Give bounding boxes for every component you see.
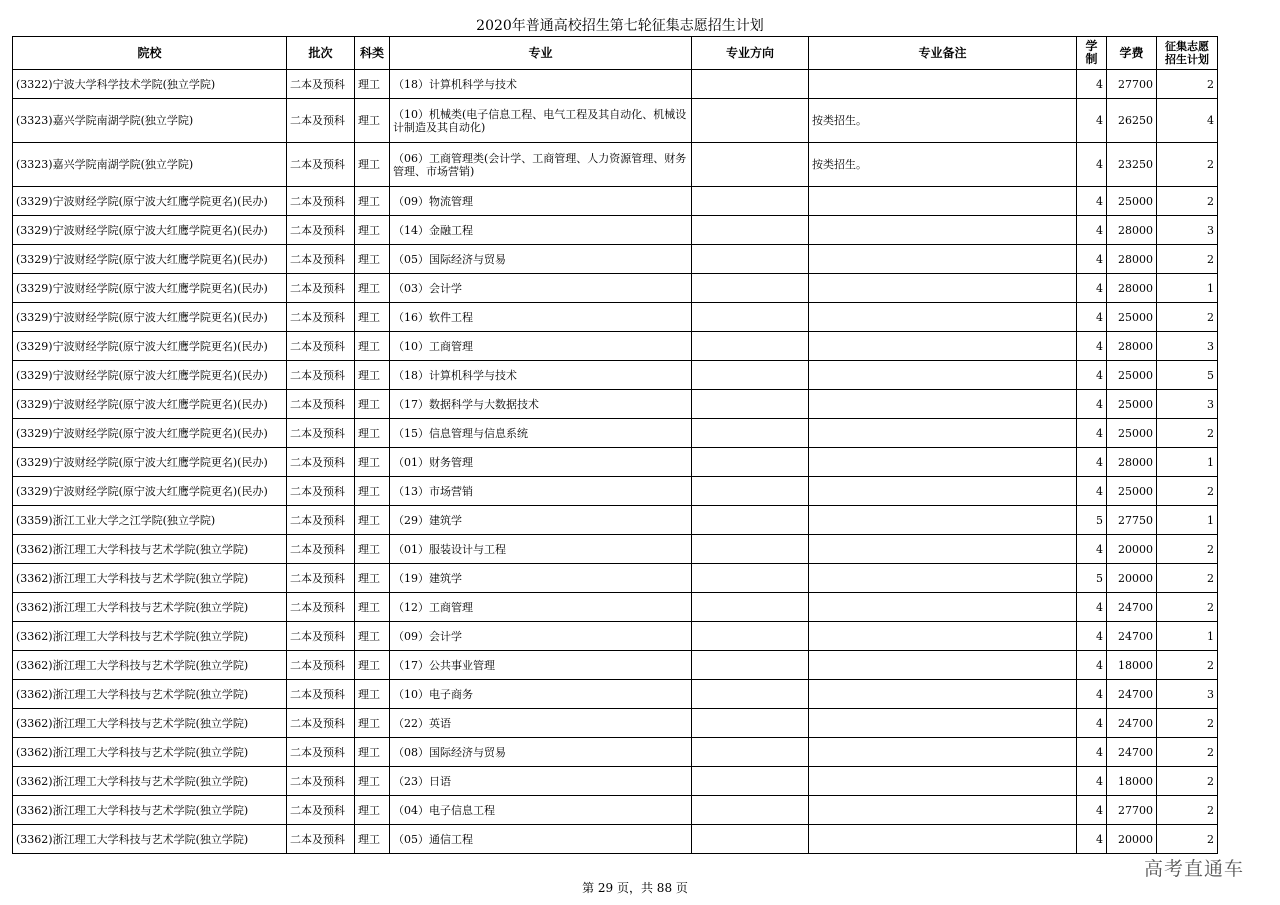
cell-category: 理工 — [355, 651, 390, 680]
cell-major: （01）财务管理 — [390, 448, 692, 477]
table-row — [13, 680, 1218, 709]
cell-note — [809, 709, 1077, 738]
cell-direction — [692, 535, 809, 564]
table-header-row — [13, 37, 1218, 70]
cell-note — [809, 303, 1077, 332]
page-number: 第 29 页，共 88 页 — [582, 881, 688, 895]
cell-years: 4 — [1077, 448, 1107, 477]
cell-years: 4 — [1077, 332, 1107, 361]
cell-batch: 二本及预科 — [287, 535, 355, 564]
cell-years: 4 — [1077, 70, 1107, 99]
table-row — [13, 825, 1218, 854]
cell-fee: 26250 — [1107, 99, 1157, 143]
cell-major: （09）会计学 — [390, 622, 692, 651]
cell-note — [809, 680, 1077, 709]
cell-batch: 二本及预科 — [287, 593, 355, 622]
cell-category: 理工 — [355, 825, 390, 854]
cell-major: （18）计算机科学与技术 — [390, 361, 692, 390]
cell-direction — [692, 593, 809, 622]
cell-school: (3329)宁波财经学院(原宁波大红鹰学院更名)(民办) — [13, 274, 287, 303]
cell-school: (3329)宁波财经学院(原宁波大红鹰学院更名)(民办) — [13, 187, 287, 216]
cell-batch: 二本及预科 — [287, 680, 355, 709]
cell-fee: 25000 — [1107, 477, 1157, 506]
cell-direction — [692, 187, 809, 216]
cell-school: (3362)浙江理工大学科技与艺术学院(独立学院) — [13, 709, 287, 738]
cell-school: (3329)宁波财经学院(原宁波大红鹰学院更名)(民办) — [13, 216, 287, 245]
cell-fee: 24700 — [1107, 680, 1157, 709]
cell-school: (3323)嘉兴学院南湖学院(独立学院) — [13, 99, 287, 143]
cell-plan: 1 — [1157, 622, 1218, 651]
cell-direction — [692, 651, 809, 680]
cell-school: (3359)浙江工业大学之江学院(独立学院) — [13, 506, 287, 535]
cell-direction — [692, 622, 809, 651]
cell-note — [809, 738, 1077, 767]
cell-category: 理工 — [355, 738, 390, 767]
cell-fee: 27750 — [1107, 506, 1157, 535]
cell-plan: 2 — [1157, 245, 1218, 274]
cell-direction — [692, 709, 809, 738]
cell-note — [809, 825, 1077, 854]
cell-note: 按类招生。 — [809, 143, 1077, 187]
cell-years: 4 — [1077, 767, 1107, 796]
cell-major: （15）信息管理与信息系统 — [390, 419, 692, 448]
cell-plan: 3 — [1157, 680, 1218, 709]
table-row — [13, 622, 1218, 651]
cell-plan: 2 — [1157, 535, 1218, 564]
header-years: 学制 — [1077, 37, 1107, 70]
cell-plan: 2 — [1157, 709, 1218, 738]
cell-school: (3362)浙江理工大学科技与艺术学院(独立学院) — [13, 622, 287, 651]
cell-category: 理工 — [355, 680, 390, 709]
table-row — [13, 448, 1218, 477]
cell-fee: 27700 — [1107, 796, 1157, 825]
header-plan-line1: 征集志愿 — [1165, 40, 1209, 53]
cell-note — [809, 767, 1077, 796]
cell-major: （19）建筑学 — [390, 564, 692, 593]
header-note: 专业备注 — [809, 37, 1077, 70]
cell-plan: 2 — [1157, 651, 1218, 680]
cell-batch: 二本及预科 — [287, 143, 355, 187]
cell-direction — [692, 767, 809, 796]
table-row — [13, 361, 1218, 390]
cell-plan: 2 — [1157, 593, 1218, 622]
cell-category: 理工 — [355, 303, 390, 332]
cell-years: 4 — [1077, 245, 1107, 274]
cell-years: 4 — [1077, 477, 1107, 506]
cell-school: (3329)宁波财经学院(原宁波大红鹰学院更名)(民办) — [13, 390, 287, 419]
cell-fee: 24700 — [1107, 593, 1157, 622]
cell-major: （23）日语 — [390, 767, 692, 796]
cell-fee: 24700 — [1107, 622, 1157, 651]
table-row — [13, 593, 1218, 622]
cell-batch: 二本及预科 — [287, 332, 355, 361]
cell-years: 5 — [1077, 506, 1107, 535]
cell-major: （17）公共事业管理 — [390, 651, 692, 680]
cell-plan: 1 — [1157, 274, 1218, 303]
cell-years: 4 — [1077, 390, 1107, 419]
cell-years: 4 — [1077, 825, 1107, 854]
cell-category: 理工 — [355, 796, 390, 825]
cell-category: 理工 — [355, 709, 390, 738]
cell-direction — [692, 361, 809, 390]
cell-major: （04）电子信息工程 — [390, 796, 692, 825]
cell-years: 4 — [1077, 419, 1107, 448]
cell-fee: 18000 — [1107, 651, 1157, 680]
cell-school: (3362)浙江理工大学科技与艺术学院(独立学院) — [13, 593, 287, 622]
cell-direction — [692, 332, 809, 361]
cell-note — [809, 361, 1077, 390]
header-plan — [1157, 37, 1218, 70]
cell-plan: 2 — [1157, 419, 1218, 448]
cell-category: 理工 — [355, 506, 390, 535]
cell-category: 理工 — [355, 99, 390, 143]
table-row — [13, 143, 1218, 187]
cell-major: （10）工商管理 — [390, 332, 692, 361]
cell-category: 理工 — [355, 593, 390, 622]
cell-note — [809, 419, 1077, 448]
cell-batch: 二本及预科 — [287, 506, 355, 535]
cell-direction — [692, 738, 809, 767]
cell-plan: 5 — [1157, 361, 1218, 390]
cell-plan: 2 — [1157, 70, 1218, 99]
cell-plan: 2 — [1157, 825, 1218, 854]
cell-major: （10）电子商务 — [390, 680, 692, 709]
cell-fee: 25000 — [1107, 390, 1157, 419]
cell-category: 理工 — [355, 245, 390, 274]
cell-note — [809, 506, 1077, 535]
cell-years: 4 — [1077, 593, 1107, 622]
cell-batch: 二本及预科 — [287, 70, 355, 99]
table-row — [13, 419, 1218, 448]
cell-direction — [692, 796, 809, 825]
cell-direction — [692, 506, 809, 535]
table-row — [13, 796, 1218, 825]
cell-category: 理工 — [355, 767, 390, 796]
cell-years: 5 — [1077, 564, 1107, 593]
cell-direction — [692, 680, 809, 709]
cell-note — [809, 448, 1077, 477]
cell-note — [809, 390, 1077, 419]
cell-fee: 20000 — [1107, 564, 1157, 593]
cell-school: (3329)宁波财经学院(原宁波大红鹰学院更名)(民办) — [13, 419, 287, 448]
cell-plan: 3 — [1157, 216, 1218, 245]
cell-school: (3362)浙江理工大学科技与艺术学院(独立学院) — [13, 651, 287, 680]
cell-batch: 二本及预科 — [287, 419, 355, 448]
cell-batch: 二本及预科 — [287, 709, 355, 738]
cell-major: （05）国际经济与贸易 — [390, 245, 692, 274]
page-title: 2020年普通高校招生第七轮征集志愿招生计划 — [476, 18, 764, 34]
cell-batch: 二本及预科 — [287, 99, 355, 143]
cell-category: 理工 — [355, 361, 390, 390]
cell-note — [809, 796, 1077, 825]
table-row — [13, 216, 1218, 245]
cell-plan: 1 — [1157, 448, 1218, 477]
cell-plan: 1 — [1157, 506, 1218, 535]
cell-batch: 二本及预科 — [287, 303, 355, 332]
header-plan-line2: 招生计划 — [1165, 53, 1209, 66]
cell-fee: 23250 — [1107, 143, 1157, 187]
cell-batch: 二本及预科 — [287, 361, 355, 390]
cell-years: 4 — [1077, 143, 1107, 187]
cell-category: 理工 — [355, 477, 390, 506]
cell-batch: 二本及预科 — [287, 390, 355, 419]
cell-batch: 二本及预科 — [287, 651, 355, 680]
header-fee: 学费 — [1107, 37, 1157, 70]
cell-major: （09）物流管理 — [390, 187, 692, 216]
table-row — [13, 738, 1218, 767]
cell-major: （10）机械类(电子信息工程、电气工程及其自动化、机械设计制造及其自动化) — [390, 99, 692, 143]
cell-plan: 2 — [1157, 767, 1218, 796]
cell-note — [809, 593, 1077, 622]
cell-direction — [692, 303, 809, 332]
table-row — [13, 767, 1218, 796]
cell-batch: 二本及预科 — [287, 274, 355, 303]
cell-category: 理工 — [355, 564, 390, 593]
cell-batch: 二本及预科 — [287, 187, 355, 216]
cell-batch: 二本及预科 — [287, 245, 355, 274]
cell-fee: 28000 — [1107, 332, 1157, 361]
cell-plan: 2 — [1157, 187, 1218, 216]
cell-major: （05）通信工程 — [390, 825, 692, 854]
cell-major: （06）工商管理类(会计学、工商管理、人力资源管理、财务管理、市场营销) — [390, 143, 692, 187]
cell-fee: 25000 — [1107, 187, 1157, 216]
cell-batch: 二本及预科 — [287, 825, 355, 854]
cell-years: 4 — [1077, 680, 1107, 709]
table-row — [13, 390, 1218, 419]
cell-school: (3329)宁波财经学院(原宁波大红鹰学院更名)(民办) — [13, 332, 287, 361]
cell-years: 4 — [1077, 535, 1107, 564]
cell-category: 理工 — [355, 187, 390, 216]
cell-batch: 二本及预科 — [287, 767, 355, 796]
cell-category: 理工 — [355, 390, 390, 419]
cell-direction — [692, 477, 809, 506]
cell-fee: 28000 — [1107, 448, 1157, 477]
cell-major: （18）计算机科学与技术 — [390, 70, 692, 99]
cell-fee: 28000 — [1107, 245, 1157, 274]
table-row — [13, 70, 1218, 99]
header-school: 院校 — [13, 37, 287, 70]
cell-direction — [692, 825, 809, 854]
cell-category: 理工 — [355, 622, 390, 651]
cell-school: (3362)浙江理工大学科技与艺术学院(独立学院) — [13, 564, 287, 593]
header-batch: 批次 — [287, 37, 355, 70]
cell-major: （16）软件工程 — [390, 303, 692, 332]
cell-fee: 20000 — [1107, 535, 1157, 564]
cell-fee: 18000 — [1107, 767, 1157, 796]
cell-years: 4 — [1077, 187, 1107, 216]
table-row — [13, 303, 1218, 332]
cell-fee: 27700 — [1107, 70, 1157, 99]
cell-years: 4 — [1077, 99, 1107, 143]
cell-note — [809, 477, 1077, 506]
table-row — [13, 651, 1218, 680]
cell-school: (3362)浙江理工大学科技与艺术学院(独立学院) — [13, 535, 287, 564]
cell-direction — [692, 390, 809, 419]
cell-plan: 2 — [1157, 796, 1218, 825]
header-category: 科类 — [355, 37, 390, 70]
cell-plan: 2 — [1157, 738, 1218, 767]
cell-note — [809, 245, 1077, 274]
cell-note — [809, 564, 1077, 593]
watermark: 高考直通车 — [1144, 858, 1245, 880]
table-row — [13, 274, 1218, 303]
cell-fee: 25000 — [1107, 303, 1157, 332]
cell-fee: 25000 — [1107, 419, 1157, 448]
cell-direction — [692, 564, 809, 593]
cell-years: 4 — [1077, 216, 1107, 245]
cell-fee: 25000 — [1107, 361, 1157, 390]
cell-years: 4 — [1077, 274, 1107, 303]
cell-major: （22）英语 — [390, 709, 692, 738]
cell-major: （17）数据科学与大数据技术 — [390, 390, 692, 419]
cell-fee: 28000 — [1107, 216, 1157, 245]
cell-school: (3329)宁波财经学院(原宁波大红鹰学院更名)(民办) — [13, 448, 287, 477]
cell-years: 4 — [1077, 651, 1107, 680]
cell-note — [809, 622, 1077, 651]
cell-years: 4 — [1077, 738, 1107, 767]
cell-direction — [692, 70, 809, 99]
table-row — [13, 709, 1218, 738]
cell-school: (3362)浙江理工大学科技与艺术学院(独立学院) — [13, 796, 287, 825]
cell-school: (3362)浙江理工大学科技与艺术学院(独立学院) — [13, 825, 287, 854]
cell-school: (3362)浙江理工大学科技与艺术学院(独立学院) — [13, 680, 287, 709]
cell-category: 理工 — [355, 419, 390, 448]
cell-batch: 二本及预科 — [287, 448, 355, 477]
header-direction: 专业方向 — [692, 37, 809, 70]
table-row — [13, 564, 1218, 593]
cell-major: （08）国际经济与贸易 — [390, 738, 692, 767]
table-row — [13, 245, 1218, 274]
cell-note — [809, 332, 1077, 361]
cell-batch: 二本及预科 — [287, 738, 355, 767]
cell-major: （29）建筑学 — [390, 506, 692, 535]
cell-school: (3329)宁波财经学院(原宁波大红鹰学院更名)(民办) — [13, 303, 287, 332]
cell-direction — [692, 419, 809, 448]
cell-direction — [692, 99, 809, 143]
cell-direction — [692, 216, 809, 245]
cell-major: （03）会计学 — [390, 274, 692, 303]
cell-category: 理工 — [355, 448, 390, 477]
cell-years: 4 — [1077, 303, 1107, 332]
cell-years: 4 — [1077, 796, 1107, 825]
cell-note — [809, 187, 1077, 216]
cell-note — [809, 216, 1077, 245]
cell-major: （01）服装设计与工程 — [390, 535, 692, 564]
cell-batch: 二本及预科 — [287, 622, 355, 651]
cell-note — [809, 651, 1077, 680]
cell-plan: 3 — [1157, 390, 1218, 419]
cell-fee: 24700 — [1107, 709, 1157, 738]
table-row — [13, 332, 1218, 361]
cell-major: （13）市场营销 — [390, 477, 692, 506]
cell-batch: 二本及预科 — [287, 216, 355, 245]
cell-note — [809, 535, 1077, 564]
cell-category: 理工 — [355, 274, 390, 303]
cell-batch: 二本及预科 — [287, 477, 355, 506]
cell-fee: 20000 — [1107, 825, 1157, 854]
cell-direction — [692, 274, 809, 303]
cell-fee: 24700 — [1107, 738, 1157, 767]
table-row — [13, 99, 1218, 143]
cell-school: (3322)宁波大学科学技术学院(独立学院) — [13, 70, 287, 99]
cell-plan: 2 — [1157, 477, 1218, 506]
cell-school: (3362)浙江理工大学科技与艺术学院(独立学院) — [13, 767, 287, 796]
cell-plan: 2 — [1157, 303, 1218, 332]
cell-category: 理工 — [355, 332, 390, 361]
cell-fee: 28000 — [1107, 274, 1157, 303]
cell-direction — [692, 143, 809, 187]
cell-category: 理工 — [355, 143, 390, 187]
cell-major: （12）工商管理 — [390, 593, 692, 622]
cell-note — [809, 70, 1077, 99]
cell-school: (3362)浙江理工大学科技与艺术学院(独立学院) — [13, 738, 287, 767]
cell-major: （14）金融工程 — [390, 216, 692, 245]
cell-plan: 2 — [1157, 143, 1218, 187]
header-major: 专业 — [390, 37, 692, 70]
cell-years: 4 — [1077, 622, 1107, 651]
cell-category: 理工 — [355, 70, 390, 99]
cell-school: (3329)宁波财经学院(原宁波大红鹰学院更名)(民办) — [13, 361, 287, 390]
cell-note: 按类招生。 — [809, 99, 1077, 143]
table-row — [13, 187, 1218, 216]
table-row — [13, 477, 1218, 506]
cell-plan: 3 — [1157, 332, 1218, 361]
cell-direction — [692, 245, 809, 274]
cell-years: 4 — [1077, 709, 1107, 738]
enrollment-plan-table — [12, 36, 1218, 854]
cell-school: (3329)宁波财经学院(原宁波大红鹰学院更名)(民办) — [13, 477, 287, 506]
table-row — [13, 506, 1218, 535]
table-row — [13, 535, 1218, 564]
cell-plan: 2 — [1157, 564, 1218, 593]
cell-category: 理工 — [355, 216, 390, 245]
cell-plan: 4 — [1157, 99, 1218, 143]
cell-school: (3323)嘉兴学院南湖学院(独立学院) — [13, 143, 287, 187]
cell-category: 理工 — [355, 535, 390, 564]
cell-batch: 二本及预科 — [287, 796, 355, 825]
cell-school: (3329)宁波财经学院(原宁波大红鹰学院更名)(民办) — [13, 245, 287, 274]
cell-note — [809, 274, 1077, 303]
cell-batch: 二本及预科 — [287, 564, 355, 593]
cell-direction — [692, 448, 809, 477]
cell-years: 4 — [1077, 361, 1107, 390]
